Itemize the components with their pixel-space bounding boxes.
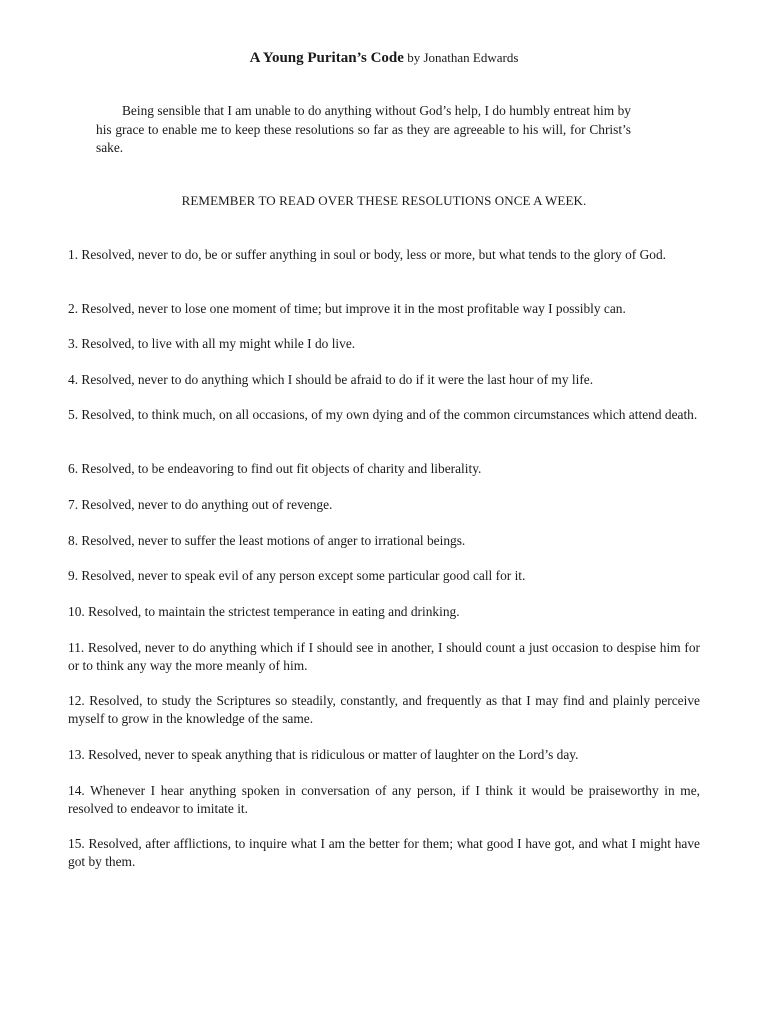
resolution-item: 7. Resolved, never to do anything out of revenge. <box>68 497 333 512</box>
resolution-item: 11. Resolved, never to do anything which if I should see in another, I should count a just occasion to despise him for or to think any way the more meanly of him. <box>68 640 700 673</box>
resolution-item: 2. Resolved, never to lose one moment of time; but improve it in the most profitable way I possibly can. <box>68 301 626 316</box>
resolution-item: 6. Resolved, to be endeavoring to find out fit objects of charity and liberality. <box>68 461 482 476</box>
resolution-item: 4. Resolved, never to do anything which I should be afraid to do if it were the last hour of my life. <box>68 372 594 387</box>
resolution-item: 8. Resolved, never to suffer the least motions of anger to irrational beings. <box>68 533 466 548</box>
intro-paragraph: Being sensible that I am unable to do anything without God’s help, I do humbly entreat him by his grace to enable me to keep these resolutions so far as they are agreeable to his will, for Christ’s sake. <box>96 103 631 155</box>
resolution-item: 14. Whenever I hear anything spoken in conversation of any person, if I think it would be praiseworthy in me, resolved to endeavor to imitate it. <box>68 783 700 816</box>
resolution-item: 5. Resolved, to think much, on all occasions, of my own dying and of the common circumstances which attend death. <box>68 407 698 422</box>
resolution-item: 15. Resolved, after afflictions, to inquire what I am the better for them; what good I have got, and what I might have got by them. <box>68 836 700 869</box>
resolution-item: 9. Resolved, never to speak evil of any person except some particular good call for it. <box>68 568 526 583</box>
resolution-item: 1. Resolved, never to do, be or suffer anything in soul or body, less or more, but what tends to the glory of God. <box>68 247 667 262</box>
title-byline: by Jonathan Edwards <box>403 50 519 65</box>
resolution-item: 3. Resolved, to live with all my might while I do live. <box>68 336 356 351</box>
resolution-item: 13. Resolved, never to speak anything that is ridiculous or matter of laughter on the Lord’s day. <box>68 747 579 762</box>
title-main: A Young Puritan’s Code <box>249 50 404 66</box>
resolution-item: 12. Resolved, to study the Scriptures so steadily, constantly, and frequently as that I may find and plainly perceive myself to grow in the knowledge of the same. <box>68 693 700 726</box>
reminder-heading: REMEMBER TO READ OVER THESE RESOLUTIONS ONCE A WEEK. <box>181 193 587 208</box>
document-title <box>0 48 768 68</box>
resolution-item: 10. Resolved, to maintain the strictest temperance in eating and drinking. <box>68 604 460 619</box>
